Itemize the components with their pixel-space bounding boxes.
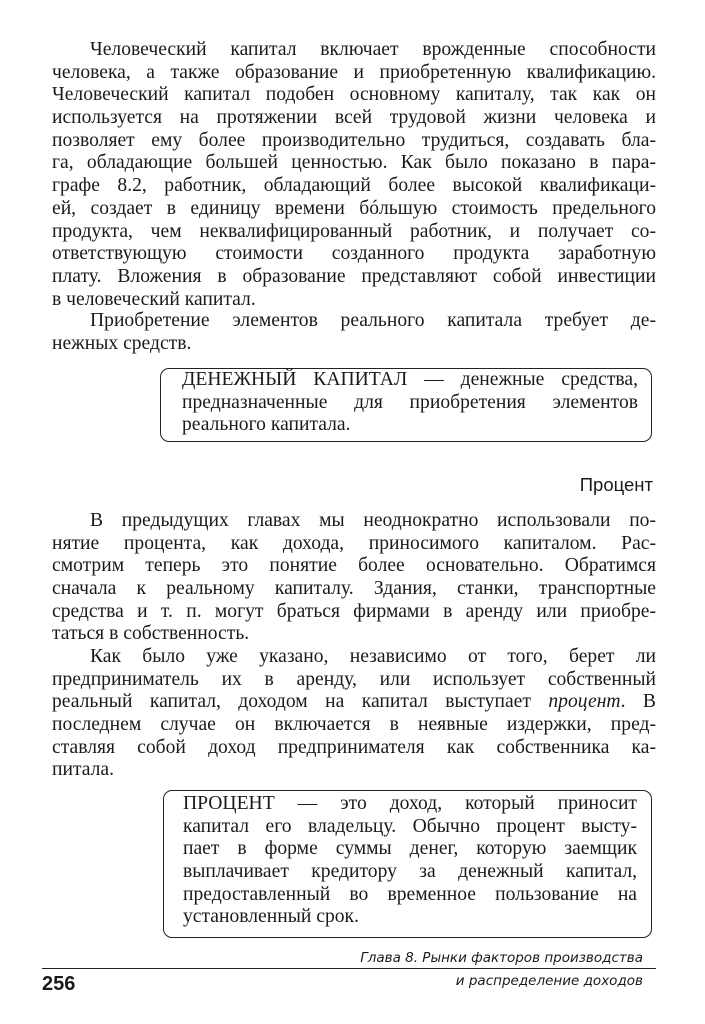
text-line: плату. Вложения в образование представляют собой инвестиции [52,265,656,287]
text-line: Как было уже указано, независимо от того, берет ли [90,646,656,667]
text-line: последнем случае он включается в неявные издержки, пред- [52,714,656,736]
text-line: предприниматель их в аренду, или использует собственный [52,668,656,690]
definition-money-capital [182,369,638,437]
text-line: ставляя собой доход предпринимателя как собственника ка- [52,736,656,758]
paragraph-human-capital [52,39,656,311]
text-line: ей, создает в единицу времени бóльшую стоимость предельного [52,197,656,219]
running-head-line1: Глава 8. Рынки факторов производства [360,950,643,966]
running-head-line2: и распределение доходов [455,973,643,989]
text-line: реального капитала. [182,414,351,436]
text-line: графе 8.2, работник, обладающий более высокой квалификаци- [52,175,656,197]
text-line: Человеческий капитал подобен основному капиталу, так как он [52,84,656,106]
text-line: В предыдущих главах мы неоднократно использовали по- [90,510,656,531]
text-line: ДЕНЕЖНЫЙ КАПИТАЛ — денежные средства, [182,369,638,390]
text-line: га, обладающие большей ценностью. Как было показано в пара- [52,152,656,174]
text-line: позволяет ему более производительно трудиться, создавать бла- [52,129,656,151]
text-line [52,691,656,714]
text-line: нежных средств. [52,332,192,354]
text-line: выплачивает кредитору за денежный капитал, [183,861,637,883]
text-line: продукта, чем неквалифицированный работник, и получает со- [52,220,656,242]
text-line: капитал его владельцу. Обычно процент высту- [183,815,637,837]
text-line: нятие процента, как дохода, приносимого капиталом. Рас- [52,532,656,554]
footer-rule [42,968,656,969]
text-line: предоставленный во временное пользование на [183,883,637,905]
paragraph-interest-income [52,646,656,782]
text-line: пает в форме суммы денег, которую заемщик [183,838,637,860]
text-line: средства и т. п. могут браться фирмами в аренду или приобре- [52,600,656,622]
page-number: 256 [42,973,76,995]
emphasized-term: процент [548,691,621,713]
text-line: ответствующую стоимости созданного продукта заработную [52,243,656,265]
text-line: Приобретение элементов реального капитала требует де- [90,310,656,331]
text-line: смотрим теперь это понятие более основательно. Обратимся [52,555,656,577]
paragraph-money-need [52,310,656,355]
text-line: ПРОЦЕНТ — это доход, который приносит [183,793,637,814]
section-heading: Процент [579,474,653,495]
text-line: предназначенные для приобретения элементов [182,391,638,413]
text-line: питала. [52,759,115,781]
text-line: Человеческий капитал включает врожденные способности [90,39,656,60]
text-line: установленный срок. [183,906,359,928]
text-line: используется на протяжении всей трудовой жизни человека и [52,107,656,129]
text-line: таться в собственность. [52,623,250,645]
paragraph-interest-intro [52,510,656,646]
text-segment: . В [620,691,656,713]
text-segment: реальный капитал, доходом на капитал выступает [52,691,549,713]
definition-interest [183,793,637,929]
text-line: в человеческий капитал. [52,288,256,310]
text-line: сначала к реальному капиталу. Здания, станки, транспортные [52,578,656,600]
text-line: человека, а также образование и приобретенную квалификацию. [52,61,656,83]
